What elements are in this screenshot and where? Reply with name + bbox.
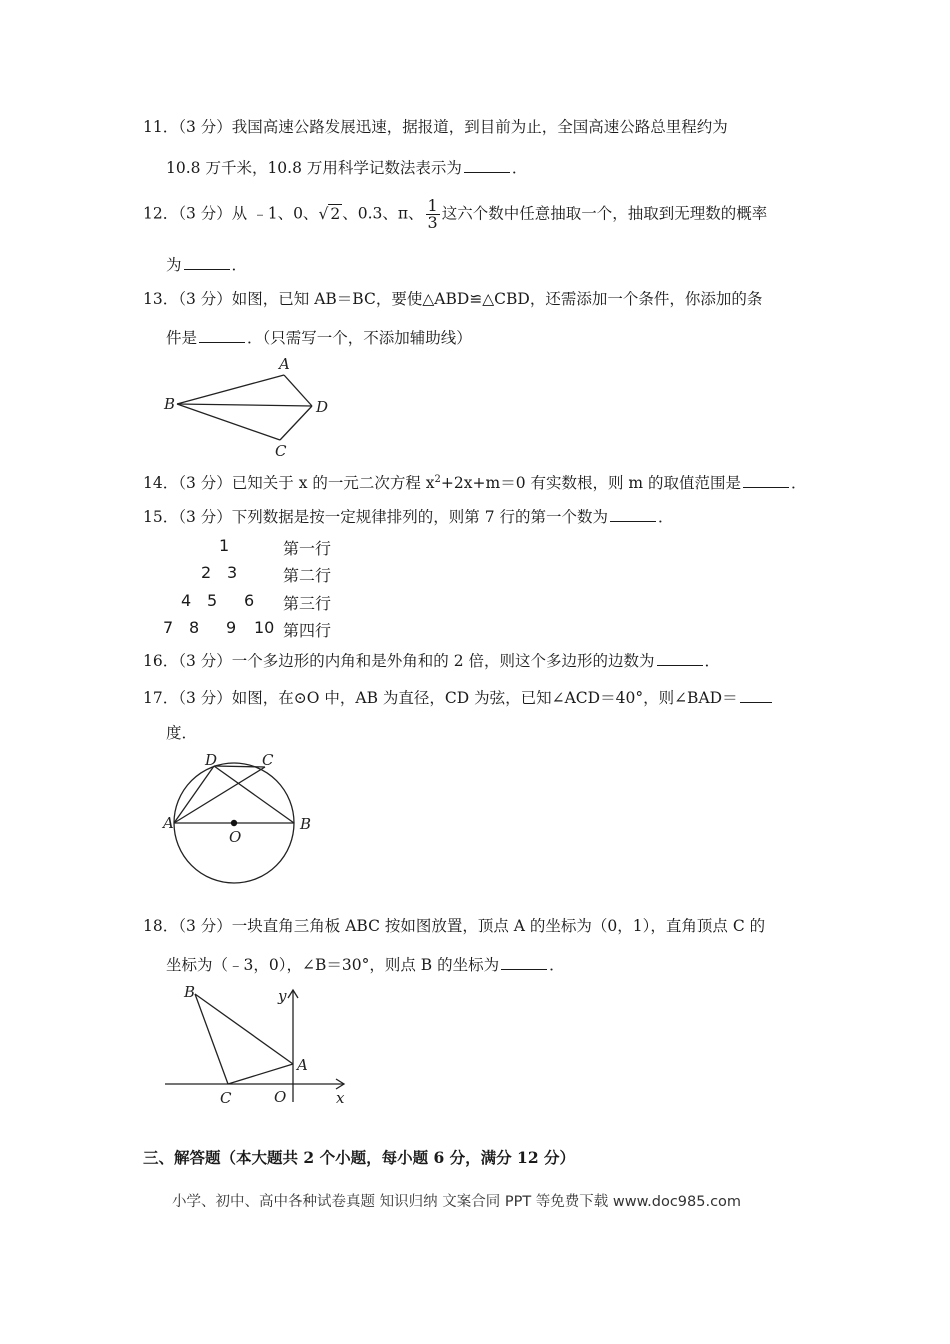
question-number: 18． [143,917,179,935]
pattern-row-label: 第二行 [283,566,332,585]
fraction-denominator: 3 [427,213,438,232]
q13-kite-figure [160,352,340,460]
answer-blank[interactable] [740,686,772,703]
q18-coordinate-figure [160,982,355,1107]
pattern-number: 9 [226,618,237,637]
pattern-row-label: 第一行 [283,539,332,558]
question-text: +2x+m＝0 有实数根，则 m 的取值范围是 [440,474,742,493]
question-number: 17． [143,689,179,707]
question-text: 如图，在⊙O 中，AB 为直径，CD 为弦，已知∠ACD＝40°，则∠BAD＝ [231,689,738,707]
question-text: 我国高速公路发展迅速，据报道，到目前为止，全国高速公路总里程约为 [231,118,728,136]
pattern-number: 8 [189,618,200,637]
question-text: 从 ﹣1、0、 [231,204,319,223]
question-score: （3 分） [178,652,232,670]
q13-line2 [166,326,472,349]
pattern-number: 5 [207,591,218,610]
center-point [231,820,237,826]
q17-circle-figure [160,748,330,888]
question-text: ．（只需写一个，不添加辅助线） [247,329,472,347]
question-number: 15． [143,508,179,526]
answer-blank[interactable] [464,156,510,173]
label-B: B [164,395,176,413]
question-score: （3 分） [178,204,232,223]
pattern-number: 1 [219,536,230,555]
q12-line2 [166,253,247,276]
question-number: 14． [143,474,179,493]
label-B: B [184,983,196,1001]
question-number: 11． [143,118,179,136]
section-heading: 三、解答题（本大题共 2 个小题，每小题 6 分，满分 12 分） [143,1148,576,1167]
question-text: 度． [166,724,198,742]
question-score: （3 分） [178,118,232,136]
question-text: 一块直角三角板 ABC 按如图放置，顶点 A 的坐标为（0，1），直角顶点 C 的 [231,917,766,935]
question-score: （3 分） [178,474,232,493]
question-text: 如图，已知 AB＝BC，要使△ABD≌△CBD，还需添加一个条件，你添加的条 [231,290,763,308]
question-text: 下列数据是按一定规律排列的，则第 7 行的第一个数为 [231,508,608,526]
label-O: O [274,1088,287,1106]
sqrt-radicand: 2 [330,204,341,223]
pattern-number: 6 [244,591,255,610]
punctuation: ． [704,652,721,670]
fraction [426,198,440,231]
question-number: 16． [143,652,179,670]
question-number: 12． [143,204,179,223]
label-D: D [205,751,218,769]
q13-line1 [143,288,762,310]
q12-line1 [143,198,767,231]
q18-line2 [166,953,565,976]
q17-line1 [143,686,774,709]
label-O: O [229,828,242,846]
punctuation: ． [791,474,807,493]
label-C: C [275,442,287,460]
label-C: C [262,751,274,769]
label-C: C [220,1089,232,1107]
q15-line1 [143,505,674,528]
punctuation: ． [511,159,528,177]
pattern-number: 2 [201,563,212,582]
pattern-number: 3 [227,563,238,582]
pattern-number: 7 [163,618,174,637]
exponent: 2 [434,474,441,485]
label-A: A [297,1056,308,1074]
question-text: 这六个数中任意抽取一个，抽取到无理数的概率 [441,204,768,223]
question-score: （3 分） [178,917,232,935]
label-D: D [316,398,329,416]
label-y: y [278,987,287,1005]
question-text: 坐标为（﹣3，0），∠B＝30°，则点 B 的坐标为 [166,956,500,974]
punctuation: ． [231,256,248,274]
fraction-numerator: 1 [427,196,438,215]
answer-blank[interactable] [199,326,245,343]
answer-blank[interactable] [184,253,230,270]
q11-line1 [143,116,728,138]
q18-line1 [143,915,765,937]
answer-blank[interactable] [610,505,656,522]
punctuation: ． [549,956,565,974]
question-score: （3 分） [178,508,232,526]
label-x: x [336,1089,345,1107]
label-A: A [163,814,174,832]
question-score: （3 分） [178,689,232,707]
question-text: 10.8 万千米，10.8 万用科学记数法表示为 [166,159,462,177]
question-text: 件是 [166,329,198,347]
answer-blank[interactable] [501,953,547,970]
label-B: B [300,815,312,833]
q16-line1 [143,649,720,672]
answer-blank[interactable] [743,471,789,488]
pattern-row-label: 第四行 [283,621,332,640]
pattern-number: 10 [254,618,275,637]
punctuation: ． [658,508,674,526]
question-text: 一个多边形的内角和是外角和的 2 倍，则这个多边形的边数为 [231,652,655,670]
answer-blank[interactable] [657,649,703,666]
sqrt-expression: √ 2 [318,204,341,223]
q14-line1 [143,469,807,494]
pattern-number: 4 [181,591,192,610]
question-text: 已知关于 x 的一元二次方程 x [231,474,435,493]
q17-line2 [166,722,197,744]
q11-line2 [166,156,527,179]
question-text: 、0.3、π、 [342,204,424,223]
pattern-row-label: 第三行 [283,594,332,613]
question-number: 13． [143,290,179,308]
question-score: （3 分） [178,290,232,308]
question-text: 为 [166,256,182,274]
label-A: A [279,355,290,373]
footer-text: 小学、初中、高中各种试卷真题 知识归纳 文案合同 PPT 等免费下载 www.doc985.com [172,1194,742,1210]
